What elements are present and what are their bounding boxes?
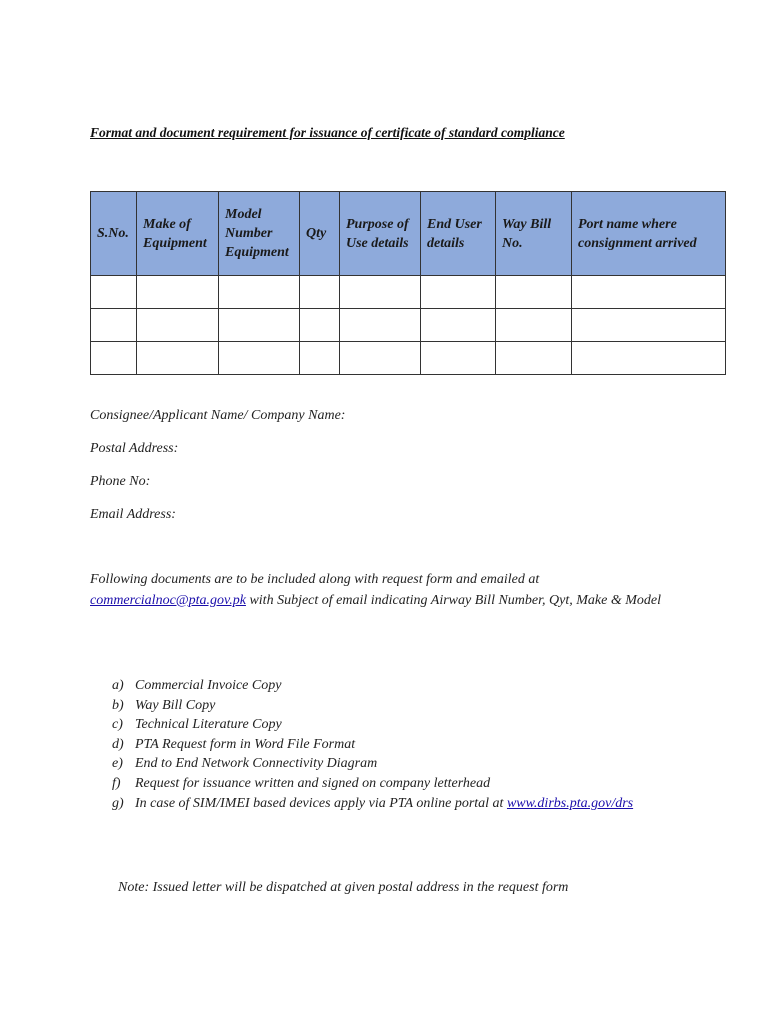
- list-item-text: End to End Network Connectivity Diagram: [135, 756, 378, 772]
- dirbs-portal-link[interactable]: www.dirbs.pta.gov/drs: [506, 795, 634, 811]
- document-title: Format and document requirement for issuance of certificate of standard compliance: [90, 125, 565, 140]
- table-cell[interactable]: [300, 276, 340, 309]
- equipment-table: [90, 191, 726, 375]
- table-cell[interactable]: [572, 276, 726, 309]
- table-cell[interactable]: [91, 342, 137, 375]
- header-purpose: Purpose of Use details: [340, 192, 421, 276]
- table-cell[interactable]: [300, 342, 340, 375]
- list-marker: d): [112, 736, 124, 752]
- table-cell[interactable]: [496, 342, 572, 375]
- instructions-text-before: Following documents are to be included along with request form and emailed at: [90, 572, 540, 587]
- header-qty: Qty: [300, 192, 340, 276]
- table-cell[interactable]: [496, 276, 572, 309]
- instructions-text-after: with Subject of email indicating Airway Bill Number, Qyt, Make & Model: [249, 592, 661, 608]
- table-cell[interactable]: [137, 342, 219, 375]
- list-item-text: Commercial Invoice Copy: [135, 678, 282, 693]
- list-marker: g): [112, 795, 124, 811]
- instructions-paragraph: [90, 570, 690, 611]
- portal-text: In case of SIM/IMEI based devices apply via PTA online portal at: [135, 795, 504, 811]
- table-cell[interactable]: [496, 309, 572, 342]
- table-cell[interactable]: [421, 276, 496, 309]
- list-item: [112, 715, 633, 735]
- table-cell[interactable]: [421, 309, 496, 342]
- table-cell[interactable]: [340, 342, 421, 375]
- list-item-text: [135, 794, 633, 814]
- list-item: [112, 735, 633, 755]
- list-marker: e): [112, 756, 123, 772]
- list-item: [112, 696, 633, 716]
- list-item: [112, 676, 633, 696]
- table-cell[interactable]: [572, 309, 726, 342]
- table-cell[interactable]: [137, 309, 219, 342]
- table-cell[interactable]: [340, 276, 421, 309]
- dispatch-note: Note: Issued letter will be dispatched at given postal address in the request form: [118, 880, 569, 895]
- table-cell[interactable]: [219, 342, 300, 375]
- table-cell[interactable]: [91, 309, 137, 342]
- header-make: Make of Equipment: [137, 192, 219, 276]
- email-address-label: Email Address:: [90, 507, 176, 522]
- email-link[interactable]: commercialnoc@pta.gov.pk: [90, 592, 246, 608]
- header-port: Port name where consignment arrived: [572, 192, 726, 276]
- list-item-text: Request for issuance written and signed on company letterhead: [135, 775, 491, 791]
- list-item-text: Technical Literature Copy: [135, 717, 282, 733]
- phone-label: Phone No:: [90, 474, 151, 489]
- header-sno: S.No.: [91, 192, 137, 276]
- list-marker: f): [112, 775, 121, 791]
- header-model: Model Number Equipment: [219, 192, 300, 276]
- list-marker: c): [112, 717, 123, 733]
- table-header-row: [91, 192, 726, 276]
- list-marker: b): [112, 697, 124, 713]
- list-marker: a): [112, 678, 124, 693]
- table-row: [91, 276, 726, 309]
- list-item-text: Way Bill Copy: [135, 697, 216, 713]
- table-row: [91, 342, 726, 375]
- table-cell[interactable]: [219, 276, 300, 309]
- header-way-bill: Way Bill No.: [496, 192, 572, 276]
- documents-list: [112, 676, 633, 813]
- list-item: [112, 794, 633, 814]
- table-cell[interactable]: [300, 309, 340, 342]
- postal-address-label: Postal Address:: [90, 441, 179, 456]
- table-cell[interactable]: [219, 309, 300, 342]
- consignee-label: Consignee/Applicant Name/ Company Name:: [90, 408, 346, 423]
- table-row: [91, 309, 726, 342]
- list-item: [112, 754, 633, 774]
- list-item-text: PTA Request form in Word File Format: [135, 736, 356, 752]
- table-cell[interactable]: [91, 276, 137, 309]
- list-item: [112, 774, 633, 794]
- table-cell[interactable]: [572, 342, 726, 375]
- header-end-user: End User details: [421, 192, 496, 276]
- table-cell[interactable]: [421, 342, 496, 375]
- table-cell[interactable]: [340, 309, 421, 342]
- table-cell[interactable]: [137, 276, 219, 309]
